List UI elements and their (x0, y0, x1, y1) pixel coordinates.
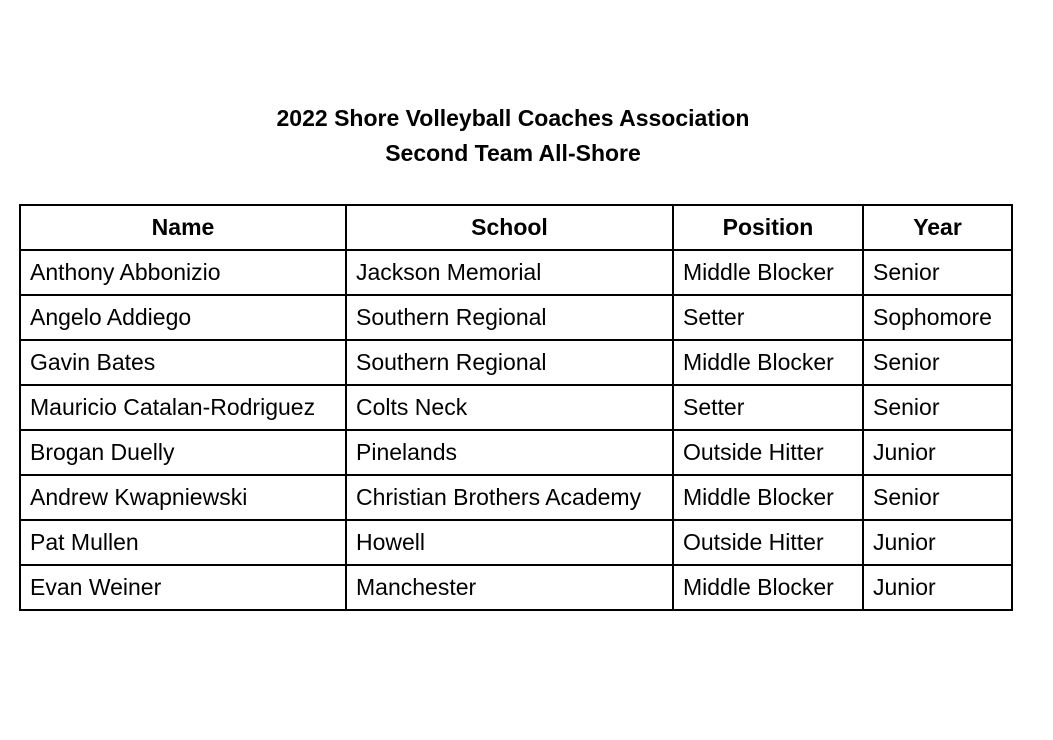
cell-year: Senior (863, 340, 1012, 385)
cell-name: Brogan Duelly (20, 430, 346, 475)
table-row (20, 565, 1012, 610)
cell-year: Sophomore (863, 295, 1012, 340)
cell-year: Senior (863, 385, 1012, 430)
table-row (20, 520, 1012, 565)
table-header-row (20, 205, 1012, 250)
table-row (20, 340, 1012, 385)
cell-school: Colts Neck (346, 385, 673, 430)
cell-school: Southern Regional (346, 295, 673, 340)
cell-school: Southern Regional (346, 340, 673, 385)
cell-position: Setter (673, 385, 863, 430)
header-year: Year (863, 205, 1012, 250)
cell-school: Pinelands (346, 430, 673, 475)
cell-year: Junior (863, 565, 1012, 610)
table-row (20, 295, 1012, 340)
table-row (20, 430, 1012, 475)
cell-year: Junior (863, 520, 1012, 565)
table-row (20, 385, 1012, 430)
cell-name: Anthony Abbonizio (20, 250, 346, 295)
cell-year: Senior (863, 250, 1012, 295)
cell-name: Gavin Bates (20, 340, 346, 385)
cell-school: Jackson Memorial (346, 250, 673, 295)
cell-school: Christian Brothers Academy (346, 475, 673, 520)
cell-school: Manchester (346, 565, 673, 610)
cell-year: Senior (863, 475, 1012, 520)
cell-school: Howell (346, 520, 673, 565)
header-position: Position (673, 205, 863, 250)
document-title (0, 101, 1026, 171)
cell-position: Setter (673, 295, 863, 340)
cell-position: Outside Hitter (673, 430, 863, 475)
roster-table (19, 204, 1013, 611)
cell-name: Andrew Kwapniewski (20, 475, 346, 520)
cell-position: Middle Blocker (673, 565, 863, 610)
cell-position: Outside Hitter (673, 520, 863, 565)
cell-name: Angelo Addiego (20, 295, 346, 340)
header-name: Name (20, 205, 346, 250)
cell-name: Evan Weiner (20, 565, 346, 610)
cell-name: Pat Mullen (20, 520, 346, 565)
cell-position: Middle Blocker (673, 475, 863, 520)
table-row (20, 475, 1012, 520)
table-row (20, 250, 1012, 295)
title-line-2: Second Team All-Shore (385, 140, 641, 166)
title-line-1: 2022 Shore Volleyball Coaches Association (276, 105, 750, 131)
cell-position: Middle Blocker (673, 250, 863, 295)
cell-name: Mauricio Catalan-Rodriguez (20, 385, 346, 430)
cell-year: Junior (863, 430, 1012, 475)
cell-position: Middle Blocker (673, 340, 863, 385)
header-school: School (346, 205, 673, 250)
